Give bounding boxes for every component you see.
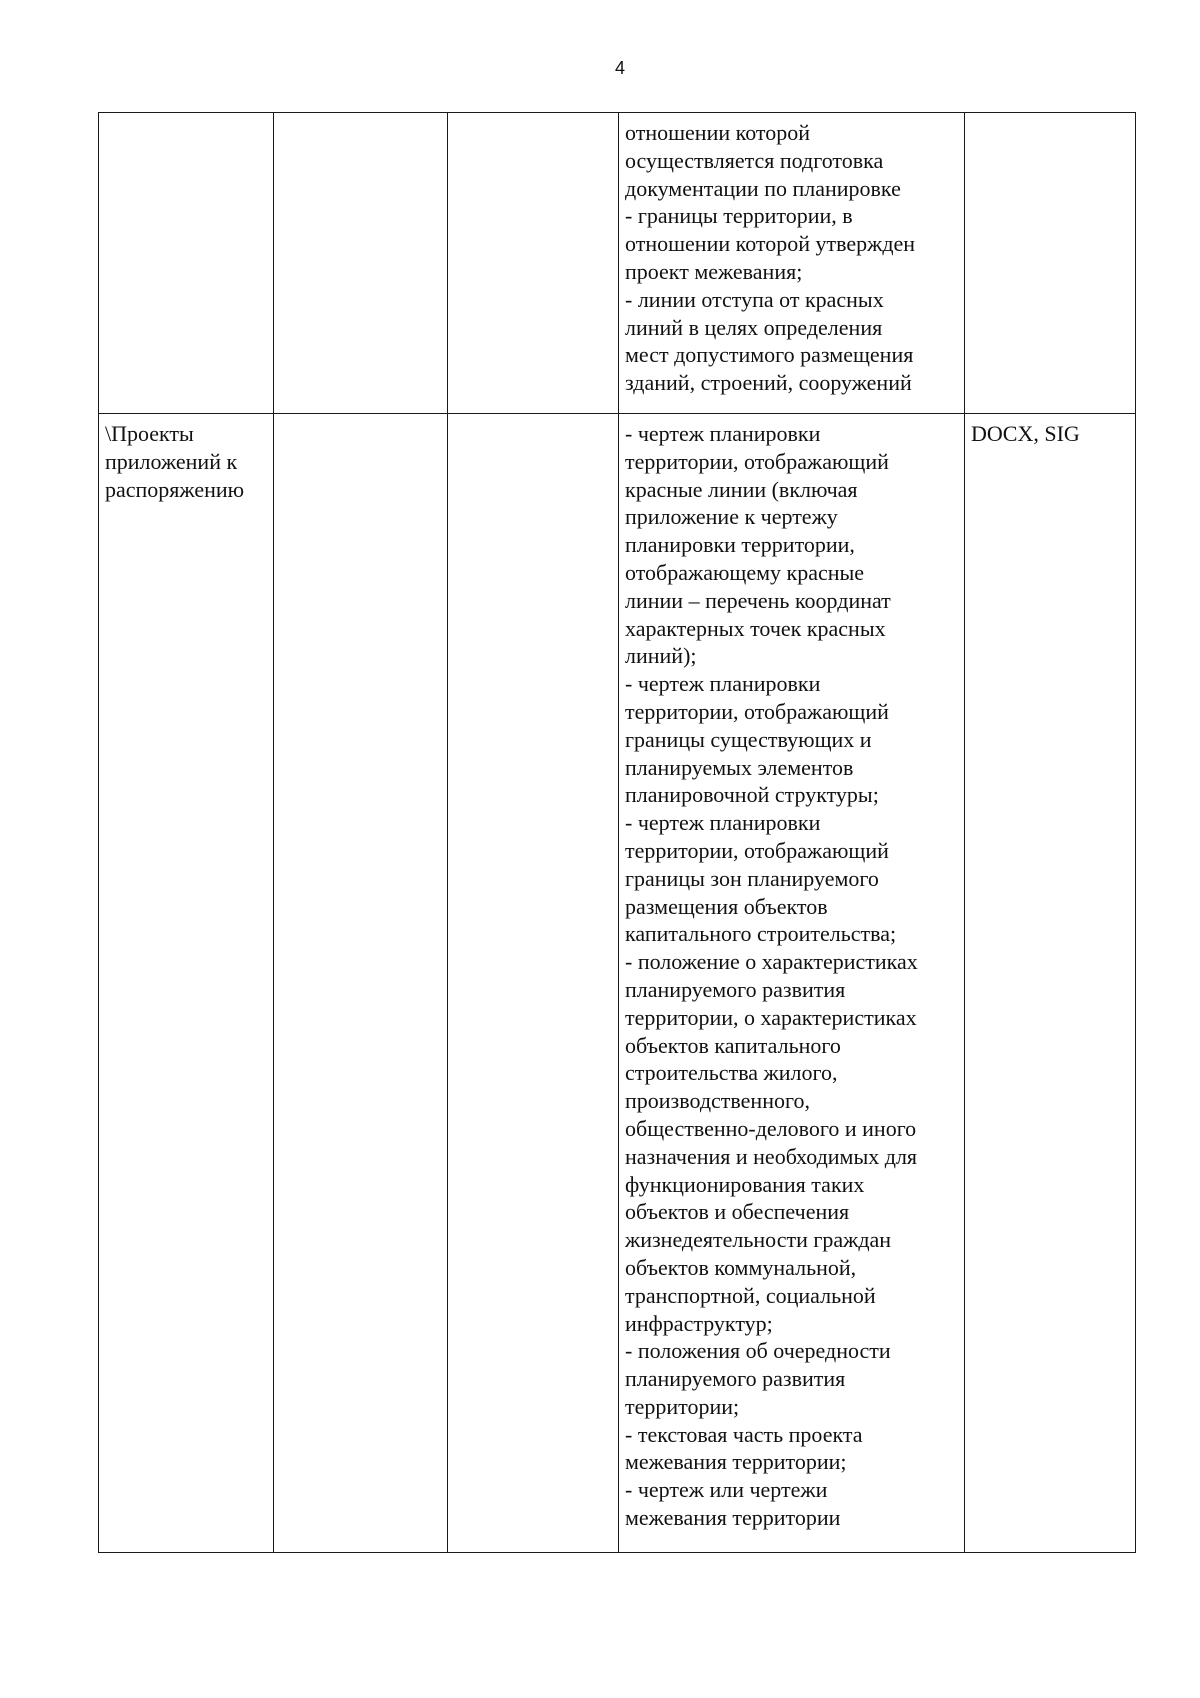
table-cell-col3 [448, 414, 619, 1553]
table-row [99, 414, 1136, 1553]
table-cell-document-name [99, 113, 274, 414]
table-cell-format [965, 113, 1136, 414]
page-number: 4 [614, 58, 625, 78]
document-table [98, 112, 1136, 1553]
table-cell-contents: - чертеж планировки территории, отображающий красные линии (включая приложение к чертежу планировки территории, отображающему красные линии – перечень координат характерных точек красных линий); - чертеж планировки территории, отображающий границы существующих и планируемых элементов планировочной структуры; - чертеж планировки территории, отображающий границы зон планируемого размещения объектов капитального строительства; - положение о характеристиках планируемого развития территории, о характеристиках объектов капитального строительства жилого, производственного, общественно-делового и иного назначения и необходимых для функционирования таких объектов и обеспечения жизнедеятельности граждан объектов коммунальной, транспортной, социальной инфраструктур; - положения об очередности планируемого развития территории; - текстовая часть проекта межевания территории; - чертеж или чертежи межевания территории [619, 414, 965, 1553]
table-row [99, 113, 1136, 414]
table-cell-document-name: \Проекты приложений к распоряжению [99, 414, 274, 1553]
table-cell-col2 [274, 113, 448, 414]
table-cell-col3 [448, 113, 619, 414]
table-cell-col2 [274, 414, 448, 1553]
table-cell-contents: отношении которой осуществляется подготовка документации по планировке - границы территории, в отношении которой утвержден проект межевания; - линии отступа от красных линий в целях определения мест допустимого размещения зданий, строений, сооружений [619, 113, 965, 414]
table-cell-format: DOCX, SIG [965, 414, 1136, 1553]
